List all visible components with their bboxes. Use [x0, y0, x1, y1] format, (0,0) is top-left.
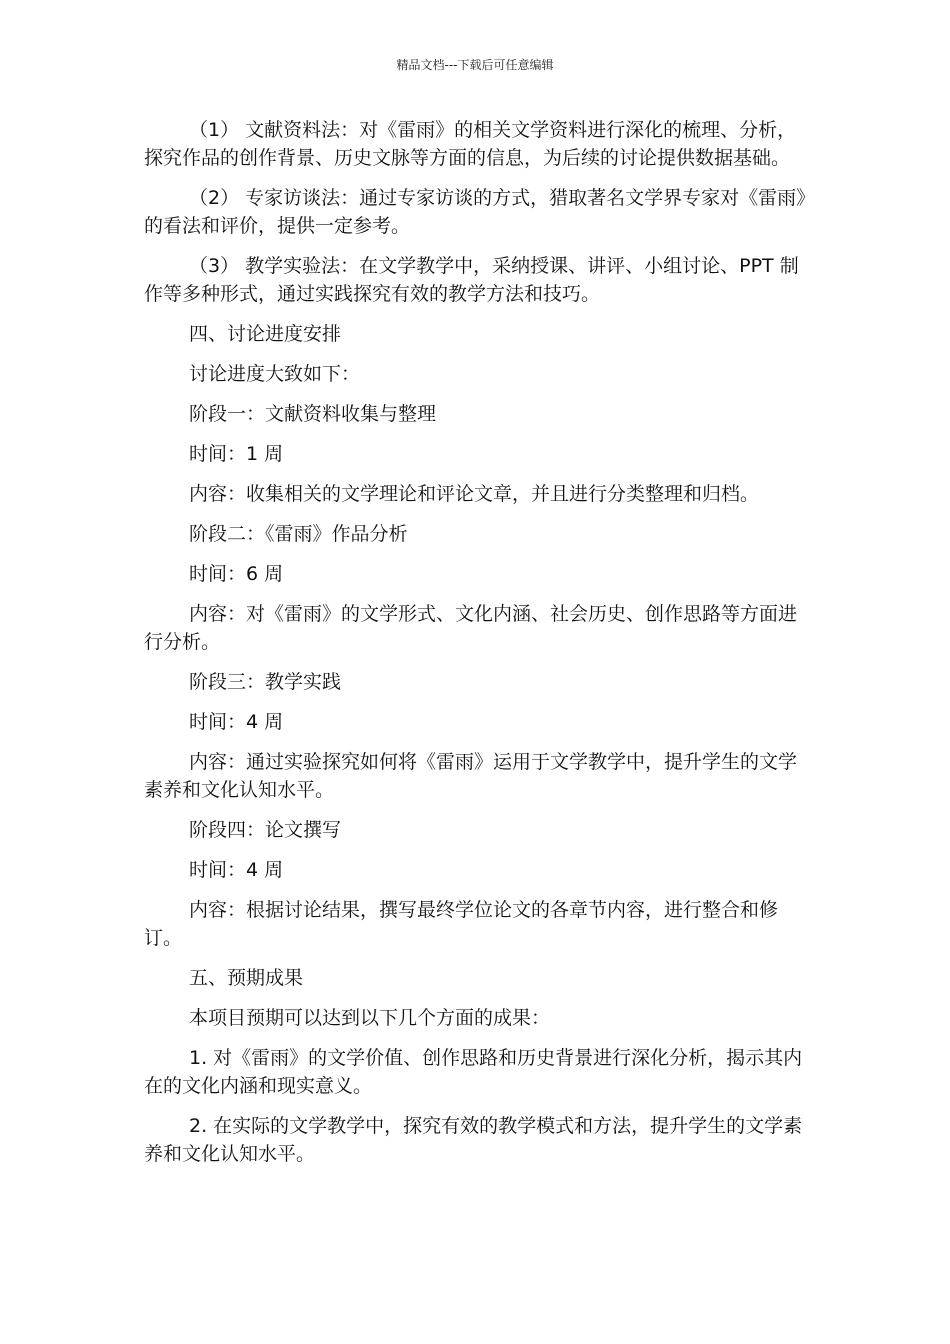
method-interview-paragraph: （2） 专家访谈法：通过专家访谈的方式，猎取著名文学界专家对《雷雨》的看法和评价，提供一定参考。: [144, 187, 806, 237]
schedule-intro: 讨论进度大致如下：: [189, 363, 361, 385]
page-header: 精品文档---下载后可任意编辑: [396, 58, 554, 72]
outcomes-intro: 本项目预期可以达到以下几个方面的成果：: [189, 1007, 551, 1029]
stage-2-title: 阶段二：《雷雨》作品分析: [189, 523, 408, 545]
outcome-item-2: 2. 在实际的文学教学中，探究有效的教学模式和方法，提升学生的文学素养和文化认知水平。: [144, 1115, 803, 1165]
stage-4-time: 时间：4 周: [189, 859, 284, 881]
stage-3-time: 时间：4 周: [189, 711, 284, 733]
stage-1-content: 内容：收集相关的文学理论和评论文章，并且进行分类整理和归档。: [189, 483, 760, 505]
outcome-item-1: 1. 对《雷雨》的文学价值、创作思路和历史背景进行深化分析，揭示其内在的文化内涵和现实意义。: [144, 1047, 803, 1097]
method-literature-paragraph: （1） 文献资料法：对《雷雨》的相关文学资料进行深化的梳理、分析，探究作品的创作背景、历史文脉等方面的信息，为后续的讨论提供数据基础。: [144, 119, 797, 169]
section-heading-outcomes: 五、预期成果: [189, 967, 304, 989]
stage-3-title: 阶段三：教学实践: [189, 671, 342, 693]
stage-4-title: 阶段四：论文撰写: [189, 819, 342, 841]
stage-1-time: 时间：1 周: [189, 443, 284, 465]
stage-1-title: 阶段一：文献资料收集与整理: [189, 403, 437, 425]
document-body: [144, 116, 809, 1180]
stage-3-content: 内容：通过实验探究如何将《雷雨》运用于文学教学中，提升学生的文学素养和文化认知水平。: [144, 751, 798, 801]
stage-4-content: 内容：根据讨论结果，撰写最终学位论文的各章节内容，进行整合和修订。: [144, 899, 779, 949]
stage-2-content: 内容：对《雷雨》的文学形式、文化内涵、社会历史、创作思路等方面进行分析。: [144, 603, 798, 653]
method-experiment-paragraph: （3） 教学实验法：在文学教学中，采纳授课、讲评、小组讨论、PPT 制作等多种形式，通过实践探究有效的教学方法和技巧。: [144, 255, 799, 305]
section-heading-schedule: 四、讨论进度安排: [189, 323, 342, 345]
stage-2-time: 时间：6 周: [189, 563, 284, 585]
